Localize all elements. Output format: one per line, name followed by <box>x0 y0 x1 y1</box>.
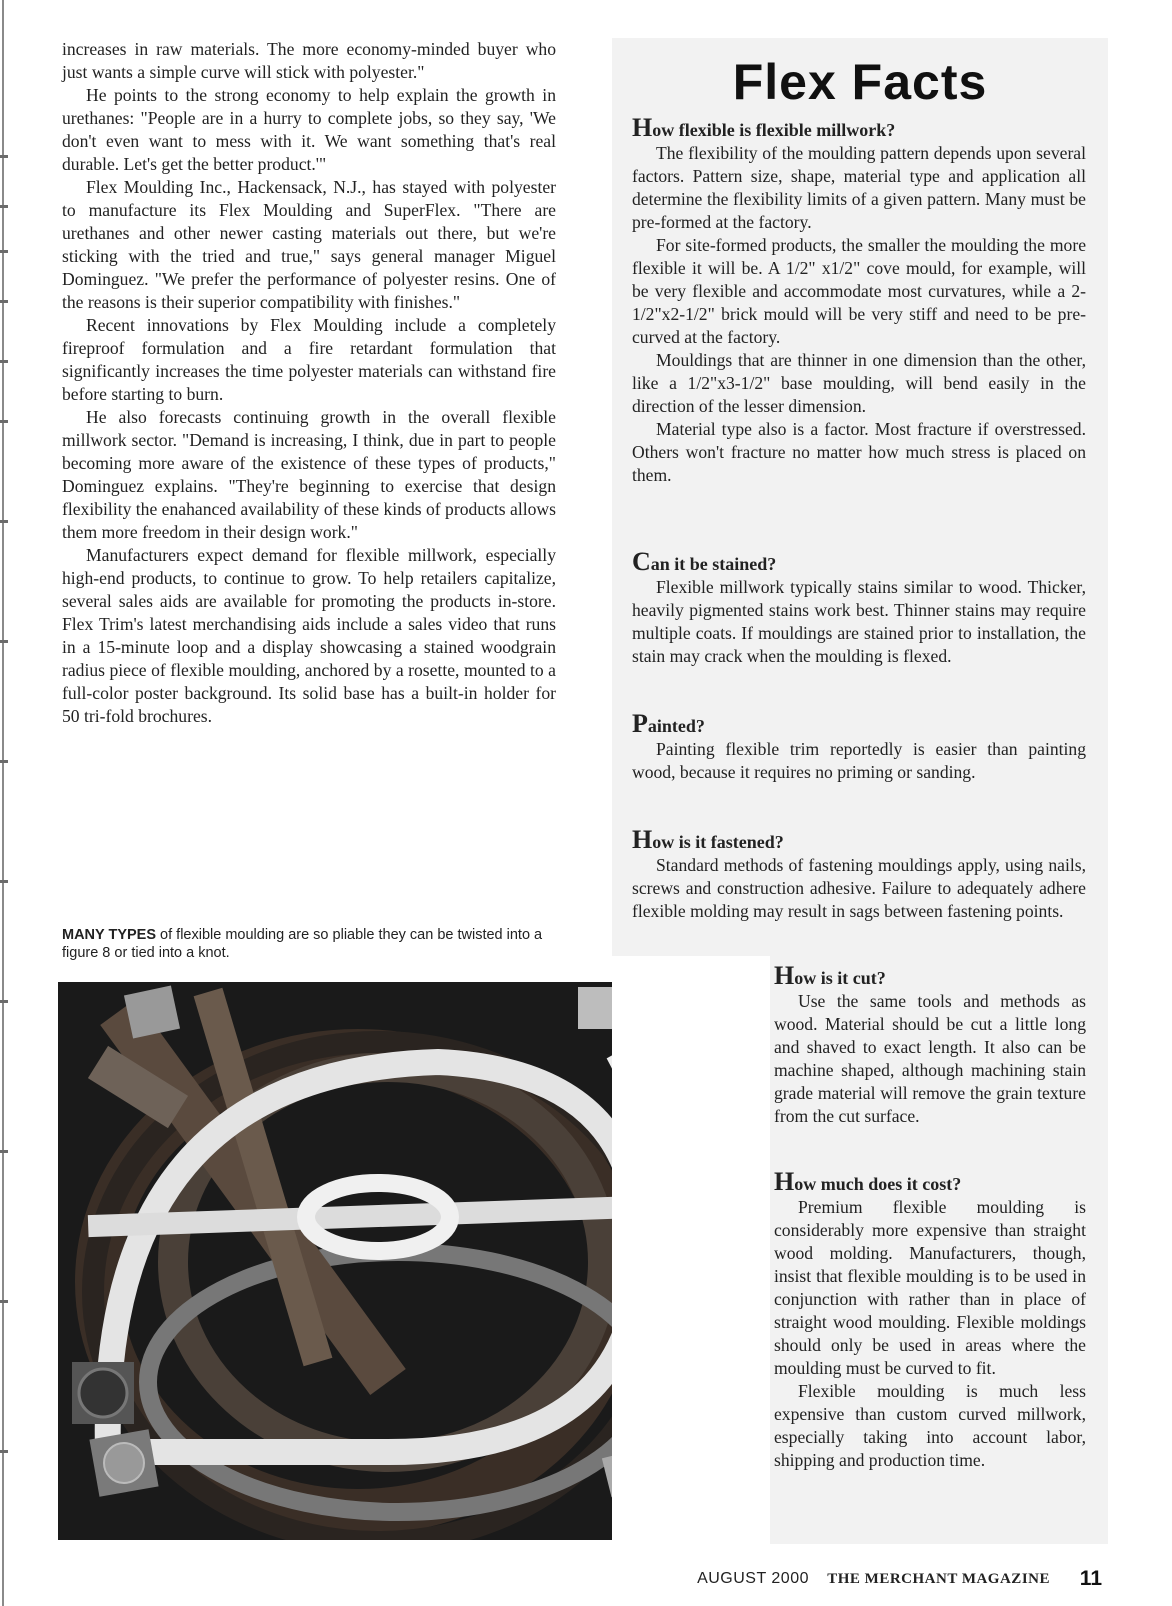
faq-paragraph: Use the same tools and methods as wood. Material should be cut a little long and shaved to exact length. It also can be machine shaped, although machining stain grade material will remove the grain texture from the cut surface. <box>774 991 1086 1126</box>
margin-tick <box>0 1450 8 1453</box>
margin-tick <box>0 880 8 883</box>
margin-tick <box>0 205 8 208</box>
margin-tick <box>0 1300 8 1303</box>
article-paragraph: Manufacturers expect demand for flexible millwork, especially high-end products, to continue to grow. To help retailers capitalize, several sales aids are available for promoting the products in-store. Flex Trim's latest merchandising aids include a sales video that runs in a 15-minute loop and a display showcasing a stained woodgrain radius piece of flexible moulding, anchored by a rosette, mounted to a full-color poster background. Its solid base has a built-in holder for 50 tri-fold brochures. <box>62 545 556 726</box>
margin-tick <box>0 250 8 253</box>
faq-heading-text: ow flexible is flexible millwork? <box>652 120 896 140</box>
article-paragraph: Recent innovations by Flex Moulding include a completely fireproof formulation and a fire retardant formulation that significantly increases the time polyester materials can withstand fire before starting to burn. <box>62 315 556 404</box>
faq-paragraph: Painting flexible trim reportedly is easier than painting wood, because it requires no priming or sanding. <box>632 739 1086 782</box>
margin-tick <box>0 520 8 523</box>
page-margin-rule <box>2 0 4 1606</box>
margin-tick <box>0 360 8 363</box>
faq-heading <box>632 113 1086 142</box>
faq-section-painted <box>632 709 1086 784</box>
faq-paragraph: The flexibility of the moulding pattern depends upon several factors. Pattern size, shape, material type and application all determine the flexibility limits of a given pattern. Many must be pre-formed at the factory. <box>632 143 1086 232</box>
faq-heading-initial: H <box>632 825 653 854</box>
margin-tick <box>0 155 8 158</box>
faq-heading-text: an it be stained? <box>650 554 777 574</box>
faq-paragraph: Premium flexible moulding is considerably more expensive than straight wood molding. Manufacturers, though, insist that flexible moulding is to be used in conjunction with rather than in place of straight wood moulding. Flexible moldings should only be used in areas where the moulding must be curved to fit. <box>774 1197 1086 1378</box>
faq-heading <box>632 709 1086 738</box>
faq-heading-text: ow is it cut? <box>794 968 886 988</box>
faq-heading-text: ainted? <box>647 716 705 736</box>
faq-section-fastened <box>632 825 1086 923</box>
faq-section-flexibility <box>632 113 1086 487</box>
article-paragraph: Flex Moulding Inc., Hackensack, N.J., has stayed with polyester to manufacture its Flex Moulding and SuperFlex. "There are urethanes and other newer casting materials out there, but we're sticking with the tried and true," says general manager Miguel Dominguez. "We prefer the performance of polyester resins. One of the reasons is their superior compatibility with finishes." <box>62 177 556 312</box>
faq-heading-initial: P <box>632 709 648 738</box>
margin-tick <box>0 1000 8 1003</box>
article-paragraph: He also forecasts continuing growth in the overall flexible millwork sector. "Demand is increasing, I think, due in part to people becoming more aware of the existence of these types of products," Dominguez explains. "They're beginning to exercise that design flexibility the enahanced availability of these kinds of products allows them more freedom in their design work." <box>62 407 556 542</box>
margin-tick <box>0 640 8 643</box>
photo-caption <box>62 926 562 962</box>
margin-tick <box>0 760 8 763</box>
caption-lead: MANY TYPES <box>62 927 157 943</box>
faq-paragraph: Mouldings that are thinner in one dimension than the other, like a 1/2"x3-1/2" base moulding, will bend easily in the direction of the lesser dimension. <box>632 350 1086 416</box>
faq-paragraph: For site-formed products, the smaller the moulding the more flexible it will be. A 1/2" x1/2" cove mould, for example, will be very flexible and accommodate most curvatures, while a 2-1/2"x2-1/2" brick mould will be very stiff and need to be pre-curved at the factory. <box>632 235 1086 347</box>
sidebar-title: Flex Facts <box>732 54 988 110</box>
faq-heading <box>632 825 1086 854</box>
footer-date: AUGUST 2000 <box>697 1570 809 1587</box>
faq-paragraph: Flexible moulding is much less expensive than custom curved millwork, especially taking into account labor, shipping and production time. <box>774 1381 1086 1470</box>
margin-tick <box>0 300 8 303</box>
sidebar-cutout <box>612 956 770 1556</box>
faq-paragraph: Material type also is a factor. Most fracture if overstressed. Others won't fracture no matter how much stress is placed on them. <box>632 419 1086 485</box>
article-paragraph: He points to the strong economy to help explain the growth in urethanes: "People are in a hurry to complete jobs, so they say, 'We don't even want to mess with it. We want something that's real durable. Let's get the better product.'" <box>62 85 556 174</box>
page-number: 11 <box>1079 1567 1102 1590</box>
faq-heading <box>774 1167 1086 1196</box>
faq-paragraph: Standard methods of fastening mouldings apply, using nails, screws and construction adhesive. Failure to adequately adhere flexible molding may result in sags between fastening points. <box>632 855 1086 921</box>
faq-heading <box>774 961 1086 990</box>
faq-section-stained <box>632 547 1086 668</box>
page-footer <box>0 1567 1172 1594</box>
faq-heading <box>632 547 1086 576</box>
faq-heading-initial: H <box>632 113 653 142</box>
faq-section-cut <box>774 961 1086 1128</box>
faq-paragraph: Flexible millwork typically stains similar to wood. Thicker, heavily pigmented stains work best. Thinner stains may require multiple coats. If mouldings are stained prior to installation, the stain may crack when the moulding is flexed. <box>632 577 1086 666</box>
margin-tick <box>0 420 8 423</box>
faq-heading-initial: H <box>774 1167 795 1196</box>
caption-text: of flexible moulding are so pliable they can be twisted into a figure 8 or tied into a knot. <box>62 927 543 961</box>
faq-heading-initial: C <box>632 547 651 576</box>
faq-section-cost <box>774 1167 1086 1472</box>
faq-heading-text: ow much does it cost? <box>794 1174 962 1194</box>
article-paragraph: increases in raw materials. The more economy-minded buyer who just wants a simple curve will stick with polyester." <box>62 39 556 82</box>
margin-tick <box>0 1150 8 1153</box>
faq-heading-text: ow is it fastened? <box>652 832 784 852</box>
article-body <box>62 38 556 728</box>
faq-heading-initial: H <box>774 961 795 990</box>
footer-magazine-name: THE MERCHANT MAGAZINE <box>827 1571 1050 1587</box>
